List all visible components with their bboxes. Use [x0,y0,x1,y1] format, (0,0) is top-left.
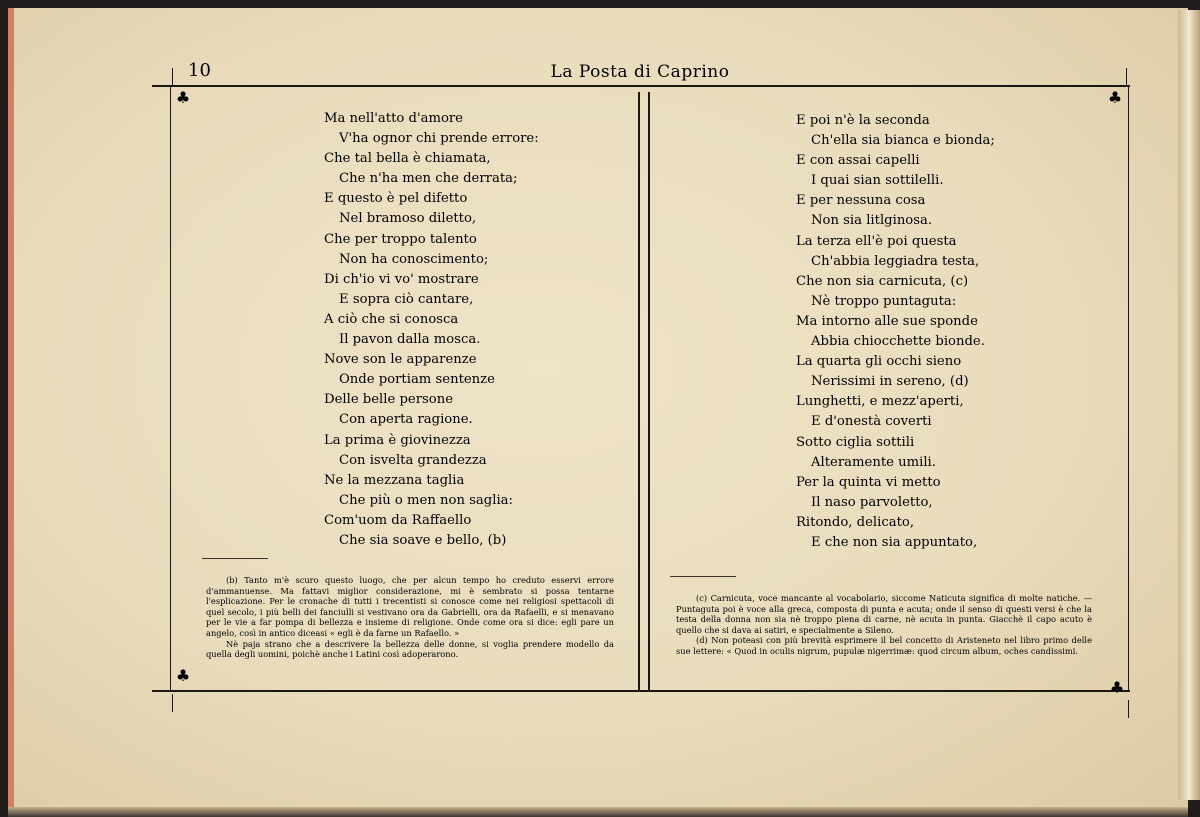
verse-line: Nove son le apparenze [324,352,477,368]
verse-line: La prima è giovinezza [324,432,471,448]
verse-line: Abbia chiocchette bionde. [811,334,985,350]
verse-line: Ma intorno alle sue sponde [796,313,978,329]
column-divider-right [648,92,650,690]
left-column-verse [324,109,539,551]
verse-line: Nel bramoso diletto, [339,211,477,227]
frame-left [170,87,171,690]
running-header [150,60,1130,88]
verse-line: Ch'abbia leggiadra testa, [811,253,980,269]
verse-line: Con isvelta grandezza [339,452,487,468]
column-divider-left [638,92,640,690]
corner-ornament-icon: ♣ [175,666,191,685]
verse-line: E questo è pel difetto [324,191,468,207]
verse-line: Ch'ella sia bianca e bionda; [811,133,995,149]
verse-line: Ma nell'atto d'amore [324,111,463,126]
verse-line: Com'uom da Raffaello [324,512,472,528]
header-left-tick [172,68,173,86]
verse-line: Ritondo, delicato, [796,514,915,530]
right-footnotes [676,593,1092,657]
corner-ornament-icon: ♣ [1107,88,1123,107]
footnote-b: (b) Tanto m'è scuro questo luogo, che per alcun tempo ho creduto esservi errore d'ammanuense. Ma fattavi miglior considerazione, mi è sembrato si possa tentarne l'esplicazione. Per le cronache di tutti i trecentisti si conosce come nei religiosi spettacoli di quel secolo, i più belli dei fanciulli si vestivano ora da Gabrielli, ora da Rafaelli, e si menavano per le vie a far pompa di bellezza e insieme di religione. Onde come ora si dice: egli pare un angelo, così in antico diceasi « egli è da farne un Rafaello. » [206,575,614,638]
page-fore-edge [1178,10,1200,800]
verse-line: Di ch'io vi vo' mostrare [324,271,479,287]
verse-line: Onde portiam sentenze [339,372,495,388]
verse-line: Che tal bella è chiamata, [324,151,491,167]
verse-line: E che non sia appuntato, [811,534,978,550]
verse-line: V'ha ognor chi prende errore: [339,131,539,147]
page-number: 10 [188,60,211,81]
verse-line: Nerissimi in sereno, (d) [811,374,969,390]
verse-line: Lunghetti, e mezz'aperti, [796,394,964,410]
verse-line: E per nessuna cosa [796,193,926,209]
verse-line: E poi n'è la seconda [796,113,930,128]
book-page [8,8,1188,808]
top-rule [152,85,1130,87]
footer-left-tick [172,694,173,712]
header-right-tick [1126,68,1127,86]
verse-line: Che per troppo talento [324,231,477,247]
verse-line: La quarta gli occhi sieno [796,354,962,370]
right-footnote-rule [670,576,736,577]
corner-ornament-icon: ♣ [175,88,191,107]
verse-line: Il pavon dalla mosca. [339,332,481,348]
verse-line: Per la quinta vi metto [796,474,941,490]
footnote-d: (d) Non poteasi con più brevità esprimere il bel concetto di Aristeneto nel libro primo delle sue lettere: « Quod in oculis nigrum, pupulæ nigerrimæ: quod circum album, oches candissimi. [676,635,1092,656]
verse-line: Che sia soave e bello, (b) [339,532,507,548]
verse-line: Alteramente umili. [811,454,936,470]
verse-line: Il naso parvoletto, [811,494,933,510]
left-footnotes [206,575,614,660]
running-title: La Posta di Caprino [550,62,730,82]
verse-line: I quai sian sottilelli. [811,173,944,189]
verse-line: Con aperta ragione. [339,412,473,428]
frame-right [1128,87,1129,690]
verse-line: Che n'ha men che derrata; [339,171,518,187]
corner-ornament-icon: ♣ [1109,678,1125,697]
verse-line: E con assai capelli [796,153,920,169]
verse-line: A ciò che si conosca [324,311,459,327]
verse-line: Ne la mezzana taglia [324,472,465,488]
verse-line: Che più o men non saglia: [339,492,513,508]
footnote-c: (c) Carnicuta, voce mancante al vocabolario, siccome Naticuta significa di molte natiche. — Puntaguta poi è voce alla greca, composta di punta e acuta; onde il senso di questi versi è che la testa della donna non sia nè troppo piena di carne, nè acuta in punta. Giacchè il capo acuto è quello che si dava ai satiri, e specialmente a Sileno. [676,593,1092,635]
left-footnote-rule [202,558,268,559]
verse-line: La terza ell'è poi questa [796,233,957,249]
verse-line: Non sia litlginosa. [811,213,933,229]
verse-line: Non ha conoscimento; [339,251,489,267]
verse-line: Sotto ciglia sottili [796,434,915,450]
page-bottom-edge [8,807,1188,817]
verse-line: Nè troppo puntaguta: [811,293,957,309]
verse-line: Che non sia carnicuta, (c) [796,273,969,289]
footer-right-tick [1128,700,1129,718]
bottom-rule [152,690,1130,692]
verse-line: E d'onestà coverti [811,414,932,430]
verse-line: E sopra ciò cantare, [339,291,474,307]
verse-line: Delle belle persone [324,392,454,408]
right-column-verse [796,111,995,553]
footnote-b-continued: Nè paja strano che a descrivere la bellezza delle donne, si voglia prendere modello da quella degli uomini, poichè anche i Latini così adoperarono. [206,638,614,660]
